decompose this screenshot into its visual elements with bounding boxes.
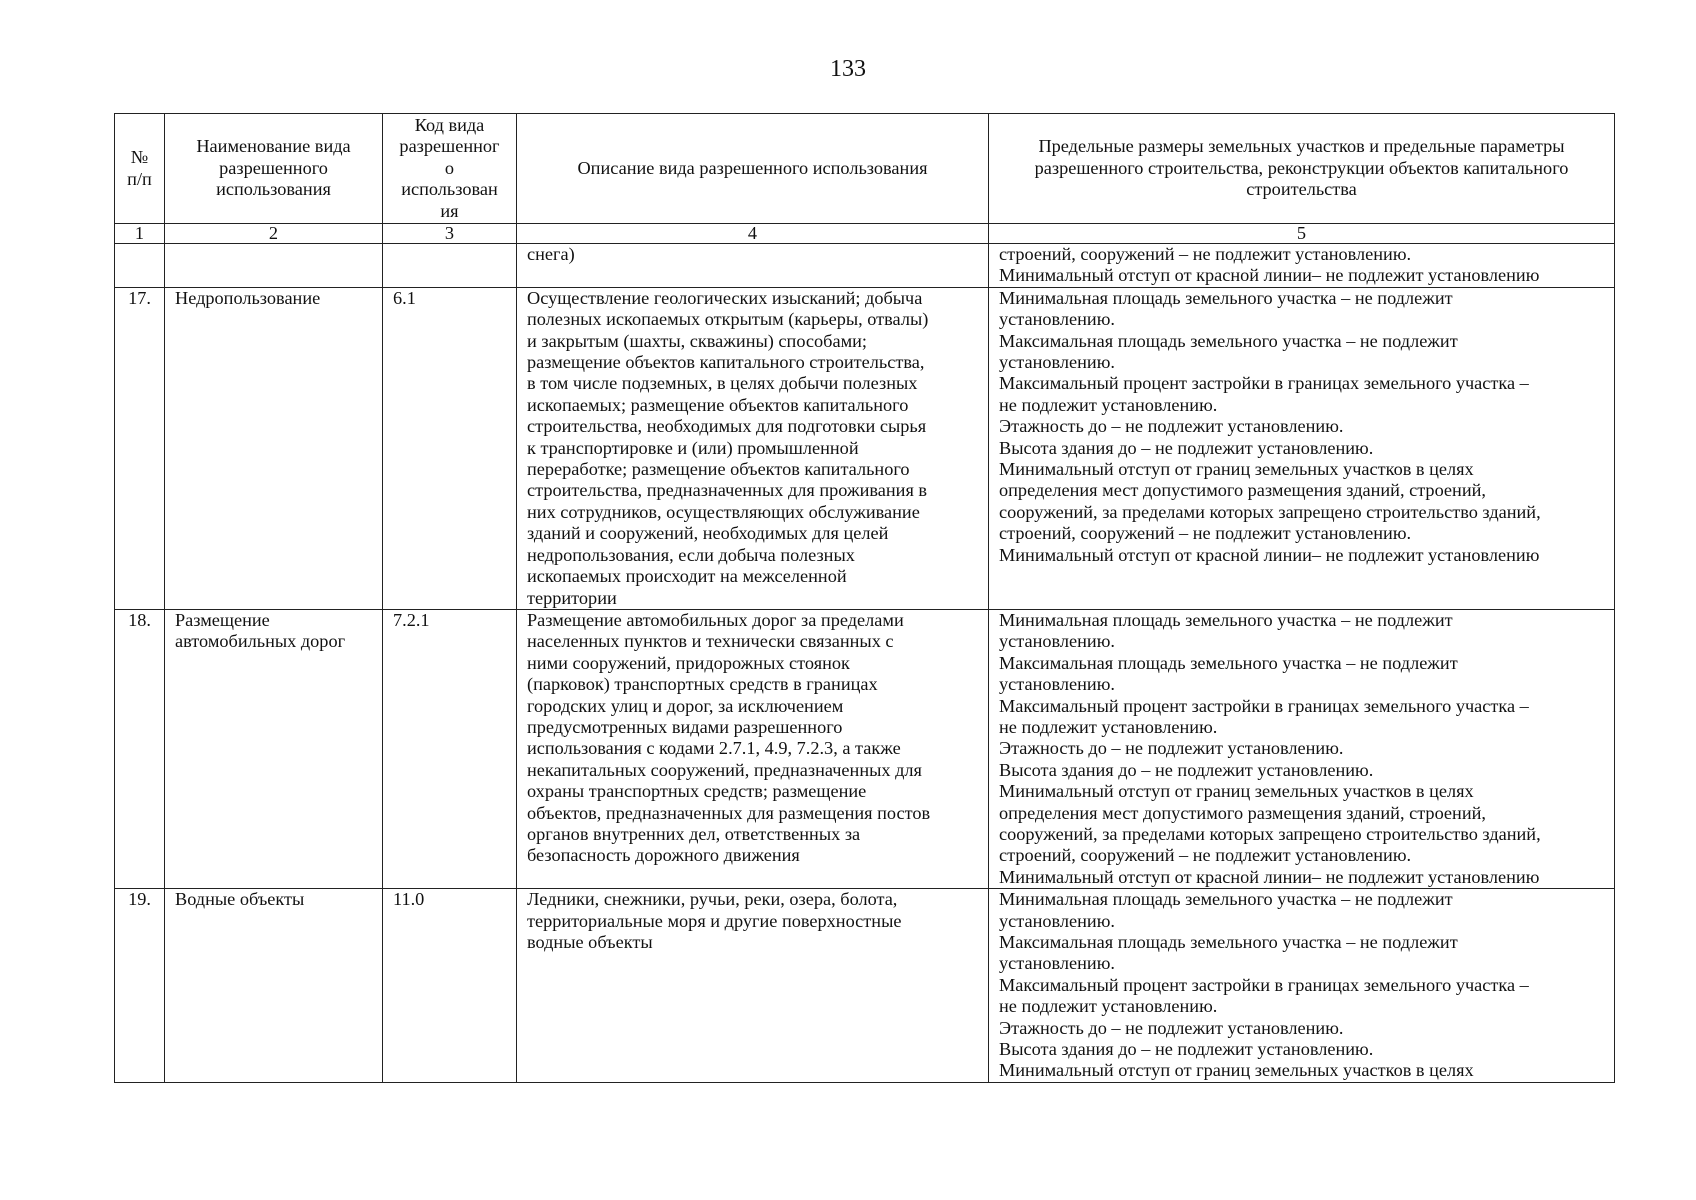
description-cell: Ледники, снежники, ручьи, реки, озера, болота, территориальные моря и другие поверхностные водные объекты: [517, 889, 989, 1083]
empty-cell: [383, 244, 517, 288]
header-number: № п/п: [115, 114, 165, 224]
limits-cell: Минимальная площадь земельного участка – не подлежит установлению. Максимальная площадь земельного участка – не подлежит установлению. Максимальный процент застройки в границах земельного участка – не подлежит установлению. Этажность до – не подлежит установлению. Высота здания до – не подлежит установлению. Минимальный отступ от границ земельных участков в целях: [989, 889, 1615, 1083]
column-number: 4: [517, 224, 989, 244]
limits-cell: строений, сооружений – не подлежит установлению. Минимальный отступ от красной линии– не подлежит установлению: [989, 244, 1615, 288]
header-name: Наименование вида разрешенного использования: [165, 114, 383, 224]
empty-cell: [165, 244, 383, 288]
empty-cell: [115, 244, 165, 288]
use-code-cell: 6.1: [383, 287, 517, 609]
column-number: 5: [989, 224, 1615, 244]
column-number: 1: [115, 224, 165, 244]
row-number-cell: 18.: [115, 609, 165, 888]
header-code: Код вида разрешенног о использован ия: [383, 114, 517, 224]
table-row: [115, 889, 1615, 1083]
column-number-row: [115, 224, 1615, 244]
continuation-row: [115, 244, 1615, 288]
description-cell: снега): [517, 244, 989, 288]
use-name-cell: Размещение автомобильных дорог: [165, 609, 383, 888]
row-number-cell: 19.: [115, 889, 165, 1083]
description-cell: Осуществление геологических изысканий; добыча полезных ископаемых открытым (карьеры, отвалы) и закрытым (шахты, скважины) способами; размещение объектов капитального строительства, в том числе подземных, в целях добычи полезных ископаемых; размещение объектов капитального строительства, необходимых для подготовки сырья к транспортировке и (или) промышленной переработке; размещение объектов капитального строительства, предназначенных для проживания в них сотрудников, осуществляющих обслуживание зданий и сооружений, необходимых для целей недропользования, если добыча полезных ископаемых происходит на межселенной территории: [517, 287, 989, 609]
use-code-cell: 7.2.1: [383, 609, 517, 888]
use-code-cell: 11.0: [383, 889, 517, 1083]
regulations-table: [114, 113, 1615, 1083]
header-description: Описание вида разрешенного использования: [517, 114, 989, 224]
use-name-cell: Водные объекты: [165, 889, 383, 1083]
description-cell: Размещение автомобильных дорог за пределами населенных пунктов и технически связанных с ними сооружений, придорожных стоянок (парковок) транспортных средств в границах городских улиц и дорог, за исключением предусмотренных видами разрешенного использования с кодами 2.7.1, 4.9, 7.2.3, а также некапитальных сооружений, предназначенных для охраны транспортных средств; размещение объектов, предназначенных для размещения постов органов внутренних дел, ответственных за безопасность дорожного движения: [517, 609, 989, 888]
table-row: [115, 609, 1615, 888]
page-number: 133: [830, 56, 866, 82]
use-name-cell: Недропользование: [165, 287, 383, 609]
header-limits: Предельные размеры земельных участков и предельные параметры разрешенного строительства, реконструкции объектов капитального строительства: [989, 114, 1615, 224]
table-header-row: [115, 114, 1615, 224]
column-number: 2: [165, 224, 383, 244]
limits-cell: Минимальная площадь земельного участка – не подлежит установлению. Максимальная площадь земельного участка – не подлежит установлению. Максимальный процент застройки в границах земельного участка – не подлежит установлению. Этажность до – не подлежит установлению. Высота здания до – не подлежит установлению. Минимальный отступ от границ земельных участков в целях определения мест допустимого размещения зданий, строений, сооружений, за пределами которых запрещено строительство зданий, строений, сооружений – не подлежит установлению. Минимальный отступ от красной линии– не подлежит установлению: [989, 287, 1615, 609]
column-number: 3: [383, 224, 517, 244]
row-number-cell: 17.: [115, 287, 165, 609]
table-row: [115, 287, 1615, 609]
limits-cell: Минимальная площадь земельного участка – не подлежит установлению. Максимальная площадь земельного участка – не подлежит установлению. Максимальный процент застройки в границах земельного участка – не подлежит установлению. Этажность до – не подлежит установлению. Высота здания до – не подлежит установлению. Минимальный отступ от границ земельных участков в целях определения мест допустимого размещения зданий, строений, сооружений, за пределами которых запрещено строительство зданий, строений, сооружений – не подлежит установлению. Минимальный отступ от красной линии– не подлежит установлению: [989, 609, 1615, 888]
